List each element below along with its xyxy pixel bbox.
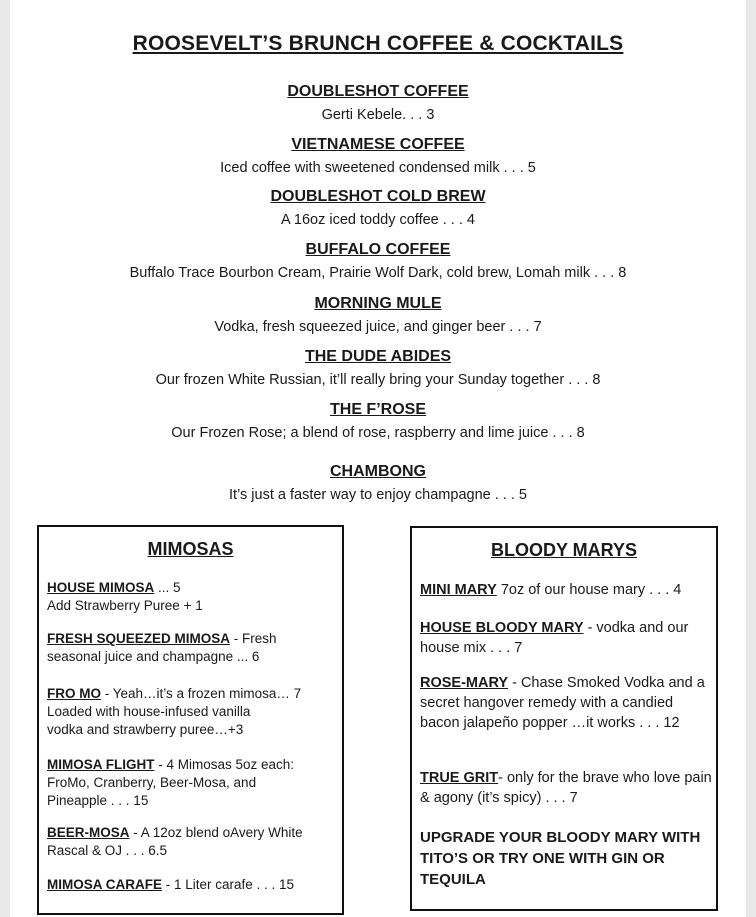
item-description: Vodka, fresh squeezed juice, and ginger beer . . . 7 — [214, 319, 542, 335]
menu-item — [0, 135, 756, 177]
bloody-mary-item — [420, 673, 710, 733]
item-description: Gerti Kebele. . . 3 — [321, 107, 435, 123]
item-name: DOUBLESHOT COFFEE — [287, 83, 469, 100]
mimosa-name: HOUSE MIMOSA — [47, 580, 155, 595]
bloody-mary-description: 7oz of our house mary . . . 4 — [496, 582, 682, 598]
mimosa-description: FroMo, Cranberry, Beer-Mosa, and Pineapple . . . 15 — [47, 775, 257, 808]
item-description: Our frozen White Russian, it’ll really bring your Sunday together . . . 8 — [155, 372, 601, 388]
menu-item — [0, 400, 756, 442]
mimosa-name: MIMOSA CARAFE — [47, 877, 162, 892]
mimosa-item — [47, 876, 337, 894]
mimosa-item — [47, 685, 329, 739]
mimosas-box — [37, 525, 344, 915]
item-name: THE DUDE ABIDES — [304, 348, 452, 365]
menu-item — [0, 240, 756, 282]
item-name: DOUBLESHOT COLD BREW — [270, 188, 486, 205]
bloody-mary-description: - Chase Smoked Vodka and a secret hangover remedy with a candied bacon jalapeño popper …it works . . . 12 — [420, 675, 705, 731]
mimosa-description: Loaded with house-infused vanilla vodka and strawberry puree…+3 — [47, 704, 251, 737]
menu-item — [0, 187, 756, 229]
mimosa-item — [47, 630, 337, 666]
item-name: VIETNAMESE COFFEE — [291, 136, 465, 153]
mimosa-item — [47, 756, 329, 810]
menu-title: ROOSEVELT’S BRUNCH COFFEE & COCKTAILS — [132, 32, 624, 55]
bloody-marys-title: BLOODY MARYS — [490, 540, 637, 560]
menu-item — [0, 462, 756, 504]
upgrade-note: UPGRADE YOUR BLOODY MARY WITH TITO’S OR TRY ONE WITH GIN OR TEQUILA — [420, 829, 701, 888]
bloody-mary-name: TRUE GRIT — [420, 770, 499, 786]
mimosa-price: - Fresh — [230, 631, 277, 646]
item-name: CHAMBONG — [330, 463, 426, 480]
item-name: THE F’ROSE — [329, 401, 426, 418]
item-description: Our Frozen Rose; a blend of rose, raspberry and lime juice . . . 8 — [171, 425, 585, 441]
mimosa-price: - A 12oz blend oAvery White — [129, 825, 303, 840]
bloody-mary-description: - vodka and our house mix . . . 7 — [420, 620, 689, 656]
mimosa-description: Add Strawberry Puree + 1 — [47, 598, 203, 613]
mimosas-title: MIMOSAS — [147, 539, 234, 559]
mimosa-description: seasonal juice and champagne ... 6 — [47, 649, 260, 664]
menu-item — [0, 347, 756, 389]
item-description: Iced coffee with sweetened condensed milk . . . 5 — [220, 160, 536, 176]
bloody-mary-item — [420, 618, 706, 658]
menu-item — [0, 82, 756, 124]
mimosa-item — [47, 824, 337, 860]
mimosa-price: - 4 Mimosas 5oz each: — [154, 757, 295, 772]
mimosa-name: FRESH SQUEEZED MIMOSA — [47, 631, 231, 646]
mimosa-price: - 1 Liter carafe . . . 15 — [162, 877, 295, 892]
menu-item — [0, 294, 756, 336]
mimosa-name: BEER-MOSA — [47, 825, 130, 840]
mimosa-name: FRO MO — [47, 686, 101, 701]
bloody-marys-box — [410, 526, 718, 911]
mimosa-name: MIMOSA FLIGHT — [47, 757, 155, 772]
mimosa-description: Rascal & OJ . . . 6.5 — [47, 843, 168, 858]
mimosa-price: ... 5 — [154, 580, 181, 595]
bloody-mary-name: HOUSE BLOODY MARY — [420, 620, 584, 636]
item-description: A 16oz iced toddy coffee . . . 4 — [280, 212, 475, 228]
mimosa-item — [47, 579, 337, 615]
mimosa-price: - Yeah…it’s a frozen mimosa… 7 — [101, 686, 302, 701]
bloody-mary-description: - only for the brave who love pain & agony (it’s spicy) . . . 7 — [420, 770, 712, 806]
item-name: BUFFALO COFFEE — [305, 241, 451, 258]
item-description: Buffalo Trace Bourbon Cream, Prairie Wolf Dark, cold brew, Lomah milk . . . 8 — [129, 265, 627, 281]
bloody-mary-name: MINI MARY — [420, 582, 497, 598]
bloody-mary-item — [420, 580, 716, 600]
item-description: It’s just a faster way to enjoy champagne . . . 5 — [229, 487, 527, 503]
bloody-mary-name: ROSE-MARY — [420, 675, 509, 691]
item-name: MORNING MULE — [314, 295, 442, 312]
bloody-mary-item — [420, 768, 716, 808]
